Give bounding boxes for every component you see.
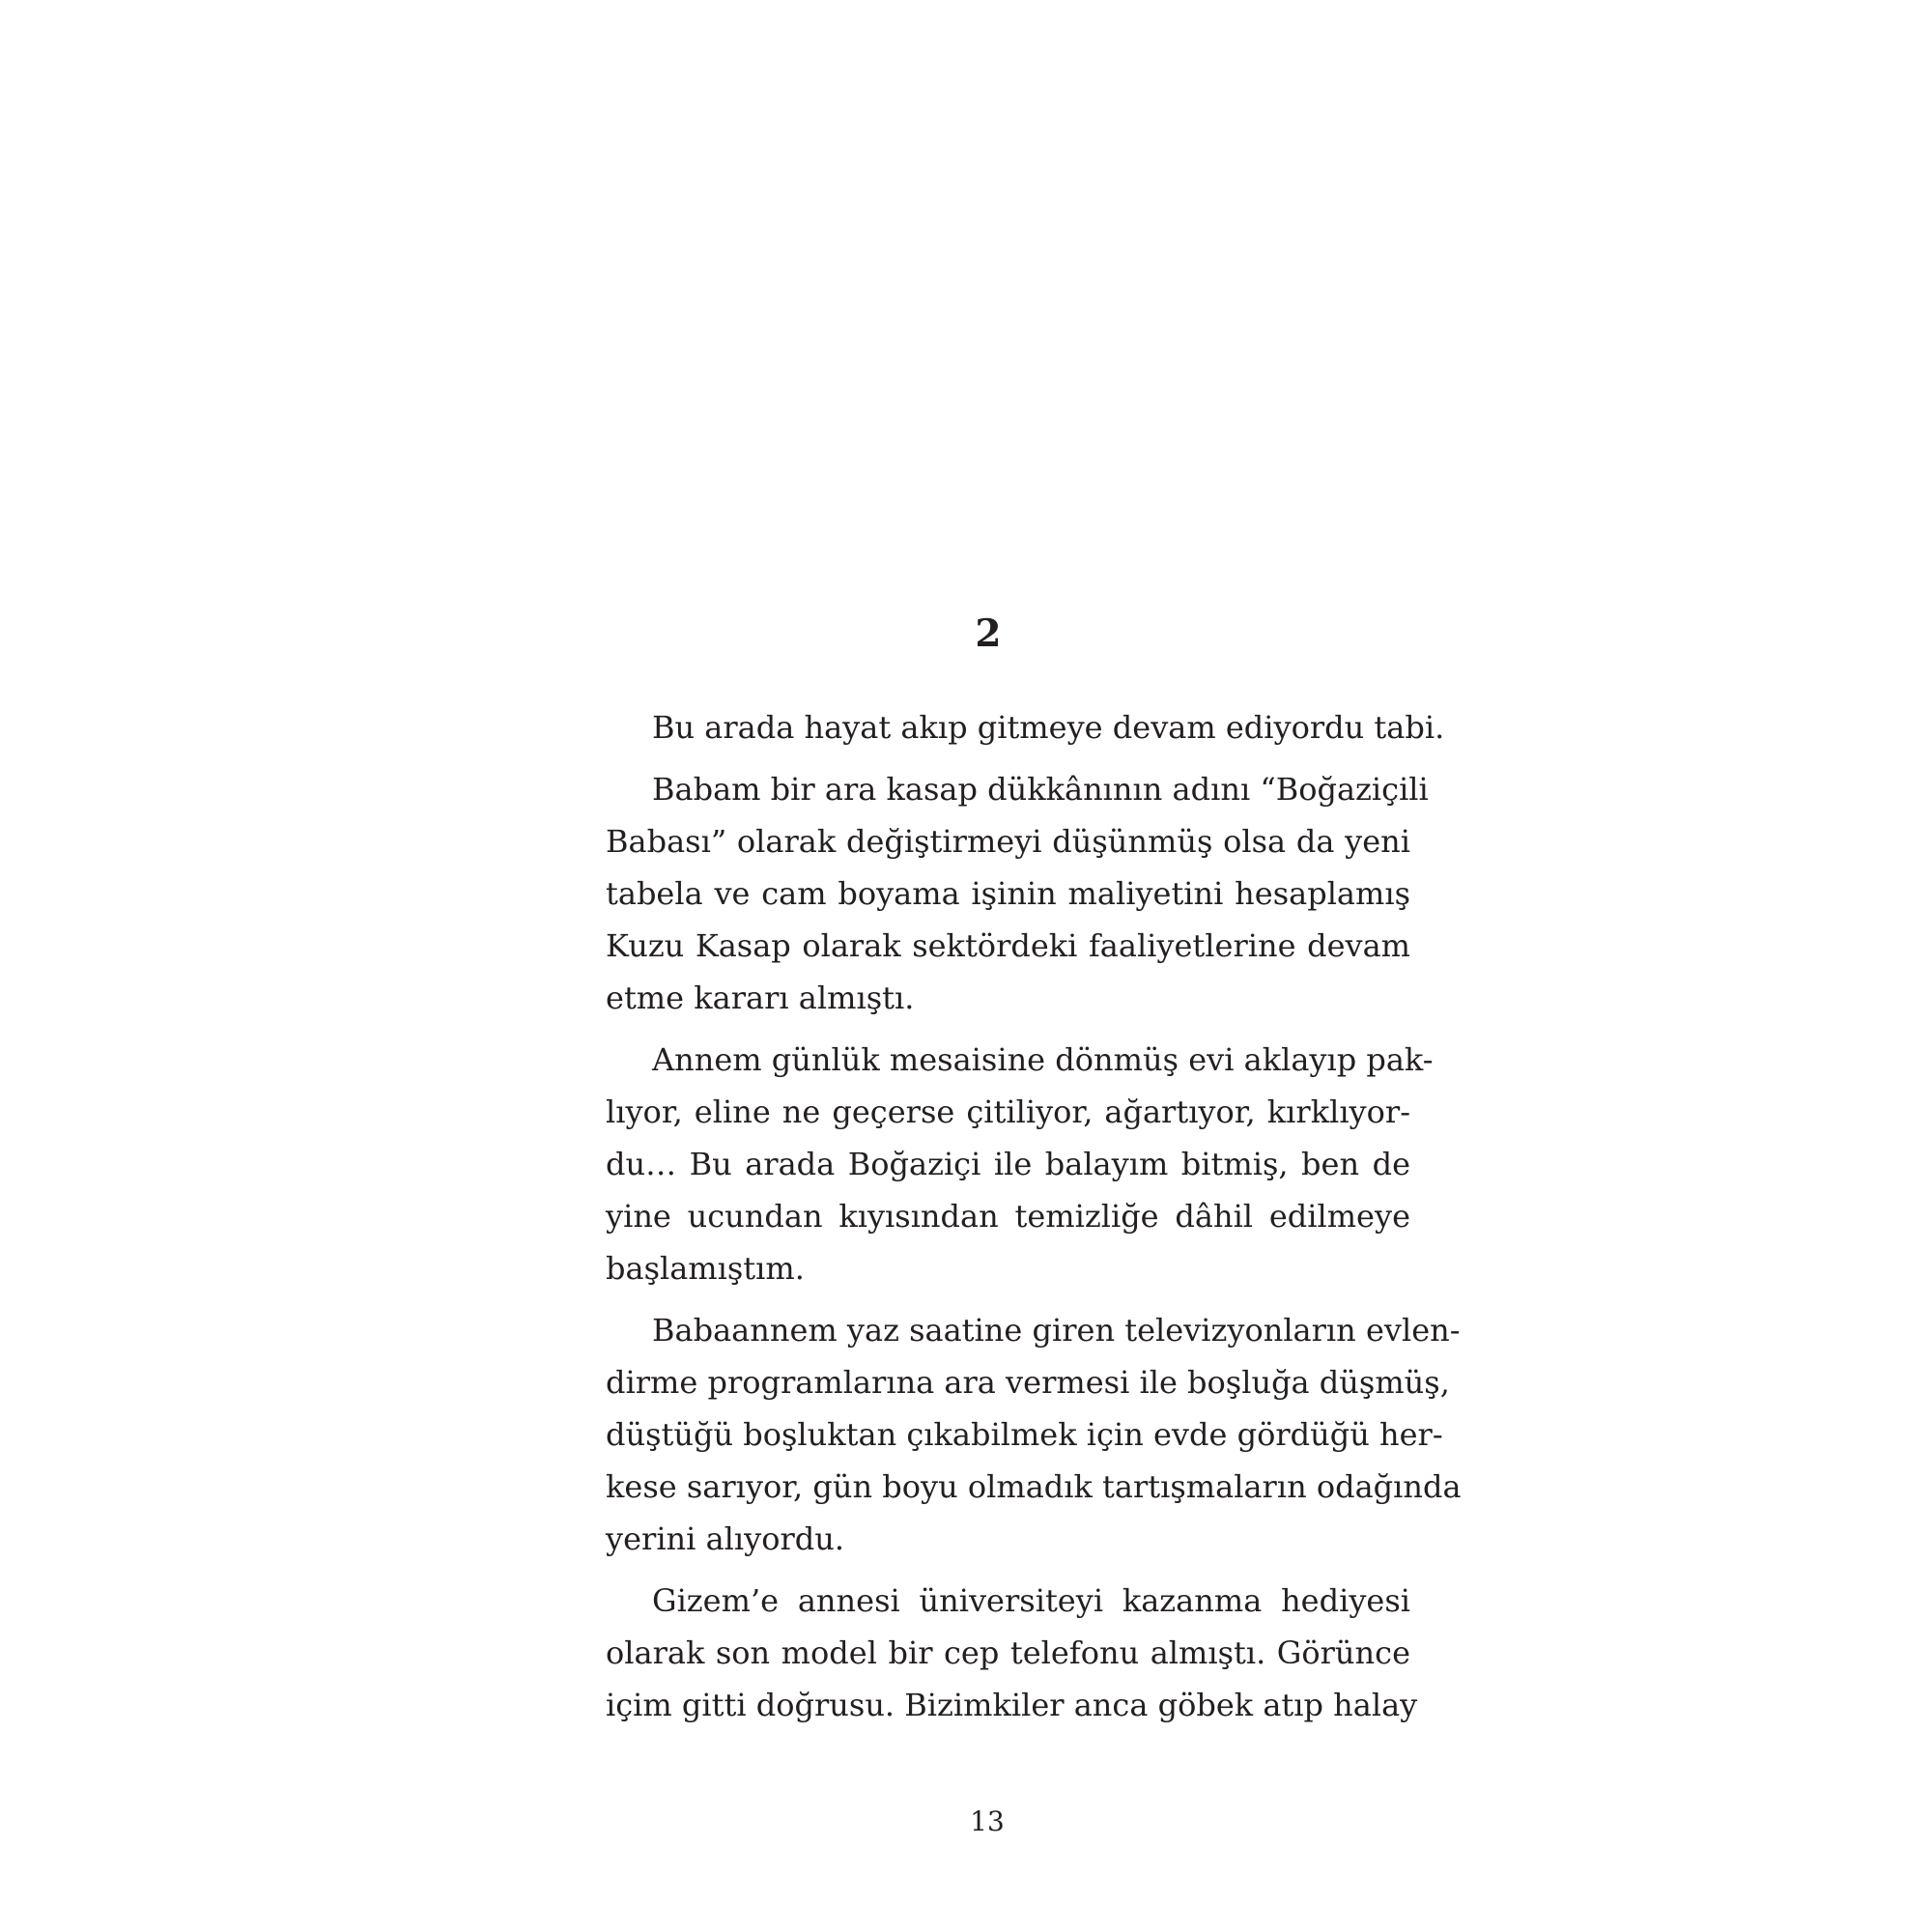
paragraph-2-line-4: Kuzu Kasap olarak sektördeki faaliyetlerine devam [606,927,1410,964]
paragraph-4-line-5: yerini alıyordu. [606,1520,845,1557]
paragraph-3-line-2: lıyor, eline ne geçerse çitiliyor, ağartıyor, kırklıyor- [606,1094,1410,1130]
paragraph-3-line-3: du… Bu arada Boğaziçi ile balayım bitmiş, ben de [606,1146,1410,1182]
page-number: 13 [970,1805,1005,1837]
paragraph-3-line-5: başlamıştım. [606,1250,805,1287]
paragraph-3-line-4: yine ucundan kıyısından temizliğe dâhil edilmeye [606,1198,1410,1235]
paragraph-5-line-1: Gizem’e annesi üniversiteyi kazanma hediyesi [652,1582,1410,1619]
paragraph-4-line-1: Babaannem yaz saatine giren televizyonların evlen- [652,1312,1461,1349]
paragraph-4-line-3: düştüğü boşluktan çıkabilmek için evde gördüğü her- [606,1416,1443,1453]
paragraph-5-line-3: içim gitti doğrusu. Bizimkiler anca göbek atıp halay [606,1687,1418,1723]
paragraph-5-line-2: olarak son model bir cep telefonu almıştı. Görünce [606,1634,1410,1671]
paragraph-2-line-1: Babam bir ara kasap dükkânının adını “Boğaziçili [652,771,1429,808]
paragraph-1-line-1: Bu arada hayat akıp gitmeye devam ediyordu tabi. [652,709,1445,746]
paragraph-2-line-5: etme kararı almıştı. [606,980,915,1016]
paragraph-4-line-2: dirme programlarına ara vermesi ile boşluğa düşmüş, [606,1364,1450,1401]
paragraph-2-line-2: Babası” olarak değiştirmeyi düşünmüş olsa da yeni [606,823,1410,860]
paragraph-3-line-1: Annem günlük mesaisine dönmüş evi aklayıp pak- [652,1041,1434,1078]
paragraph-4-line-4: kese sarıyor, gün boyu olmadık tartışmaların odağında [606,1468,1462,1505]
chapter-number: 2 [975,611,1002,656]
paragraph-2-line-3: tabela ve cam boyama işinin maliyetini hesaplamış [606,875,1410,912]
body-text [606,701,1462,1731]
